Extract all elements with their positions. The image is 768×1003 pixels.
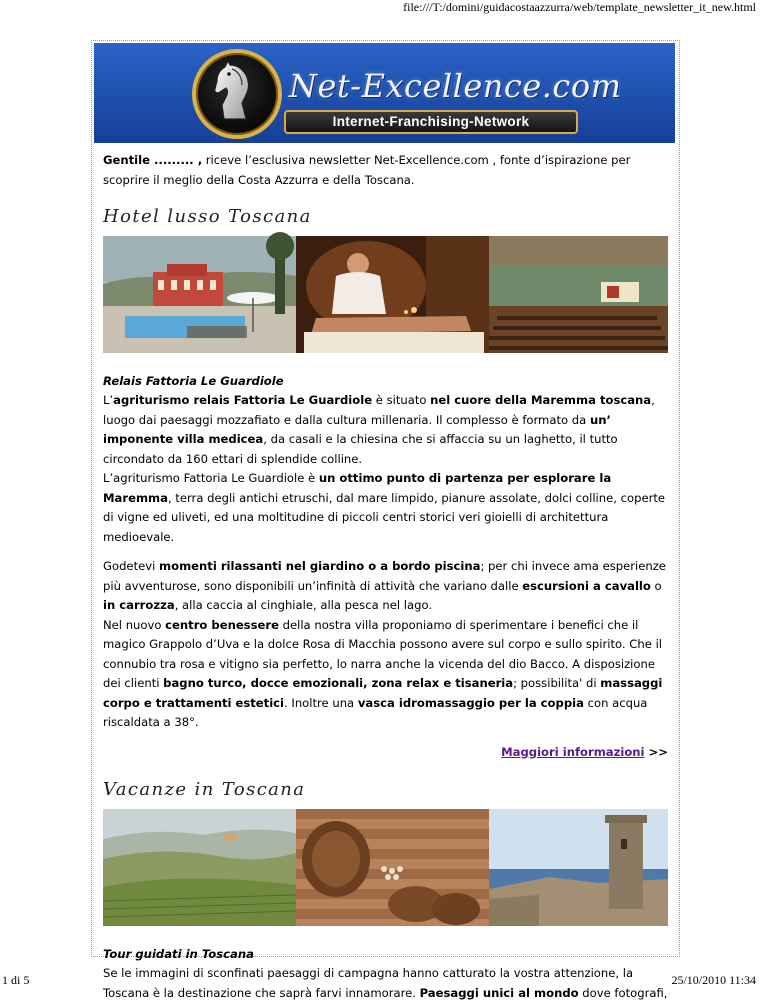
print-datetime: 25/10/2010 11:34 (671, 973, 756, 987)
newsletter-frame (91, 40, 680, 1000)
bold-text: momenti rilassanti nel giardino o a bordo piscina (159, 559, 481, 573)
bold-text: bagno turco, docce emozionali, zona relax e tisaneria (163, 676, 514, 690)
newsletter-content (103, 151, 668, 1003)
body-text: , alla caccia al cinghiale, alla pesca nel lago. (174, 598, 433, 612)
bold-text: in carrozza (103, 598, 175, 612)
greeting: Gentile ......... , (103, 153, 203, 167)
bold-text: centro benessere (165, 617, 279, 632)
body-text: , terra degli antichi etruschi, dal mare limpido, pianure assolate, dolci colline, coperte di vigne ed uliveti, ed una moltitudine di piccoli centri storici veri gioielli di architettura medioevale. (103, 490, 666, 544)
chess-knight-icon (212, 59, 256, 123)
body-text: Godetevi (103, 559, 160, 573)
body-text: L’agriturismo Fattoria Le Guardiole è (103, 471, 319, 485)
body-text: o (650, 578, 662, 593)
tour-paragraph-1 (103, 964, 668, 1003)
browser-url: file:///T:/domini/guidacostaazzurra/web/template_newsletter_it_new.html (403, 0, 756, 14)
body-text: . Inoltre una (284, 695, 358, 710)
more-info-row (103, 743, 668, 763)
body-text: con acqua riscaldata a 38°. (103, 695, 648, 729)
bold-text: agriturismo relais Fattoria Le Guardiole (113, 393, 373, 407)
body-text: , da casali e la chiesina che si affaccia su un laghetto, il tutto circondato da 160 ettari di splendide colline. (103, 432, 618, 466)
countryside-photo (103, 809, 296, 926)
more-info-link[interactable]: Maggiori informazioni (501, 744, 645, 759)
hotel-subtitle: Relais Fattoria Le Guardiole (103, 373, 284, 388)
bold-text: escursioni a cavallo (522, 578, 651, 593)
villa-pool-photo (103, 236, 296, 353)
hotel-paragraph-1 (103, 391, 668, 469)
bold-text: un’ imponente villa medicea (103, 412, 611, 446)
body-text: L’ (103, 393, 114, 407)
body-text: Nel nuovo (103, 617, 166, 632)
body-text: ; per chi invece ama esperienze più avventurose, sono disponibili un’infinità di attività che variano dalle (103, 559, 666, 593)
bold-text: nel cuore della Maremma toscana (430, 393, 652, 407)
body-text: ; possibilita' di (513, 676, 601, 690)
hotel-paragraph-4 (103, 616, 668, 733)
toscana-photo-strip (103, 809, 668, 926)
castle-tower-photo (489, 809, 668, 926)
bold-text: massaggi corpo e trattamenti estetici (103, 676, 663, 710)
body-text: dove fotografi, (578, 985, 668, 1000)
section-title-hotel: Hotel lusso Toscana (103, 206, 312, 227)
body-text: è situato (372, 393, 431, 407)
body-text: della nostra villa proponiamo di sperimentare i benefici che il magico Grappolo d’Uva e la dolce Rosa di Macchia possono avere sul corpo e sullo spirito. Che il connubio tra rosa e vitigno sia perfetto, lo narra anche la vicenda del dio Bacco. A disposizione dei clienti (103, 617, 663, 690)
wine-cellar-photo (296, 809, 489, 926)
hotel-photo-strip (103, 236, 668, 353)
bold-text: vasca idromassaggio per la coppia (357, 695, 584, 710)
body-text: Se le immagini di sconfinati paesaggi di campagna hanno catturato la vostra attenzione, la Toscana è la destinazione che saprà farvi innamorare. (103, 966, 634, 1000)
intro-text: riceve l’esclusiva newsletter Net-Excellence.com , fonte d’ispirazione per scoprire il meglio della Costa Azzurra e della Toscana. (103, 153, 631, 187)
bold-text: un ottimo punto di partenza per esplorare la Maremma (103, 471, 612, 505)
page-counter: 1 di 5 (2, 973, 30, 987)
spa-massage-photo (296, 236, 489, 353)
more-info-arrow: >> (648, 744, 668, 759)
tour-subtitle: Tour guidati in Toscana (103, 946, 254, 961)
intro-paragraph (103, 151, 668, 190)
hotel-paragraph-3 (103, 557, 668, 616)
header-banner (94, 43, 675, 143)
section-title-vacanze: Vacanze in Toscana (103, 779, 306, 800)
conference-room-photo (489, 236, 668, 353)
hotel-paragraph-2 (103, 469, 668, 547)
bold-text: Paesaggi unici al mondo (419, 985, 579, 1000)
brand-title: Net-Excellence.com (289, 67, 622, 105)
brand-tagline: Internet-Franchising-Network (284, 110, 578, 134)
body-text: , luogo dai paesaggi mozzafiato e dalla cultura millenaria. Il complesso è formato da (103, 393, 655, 427)
